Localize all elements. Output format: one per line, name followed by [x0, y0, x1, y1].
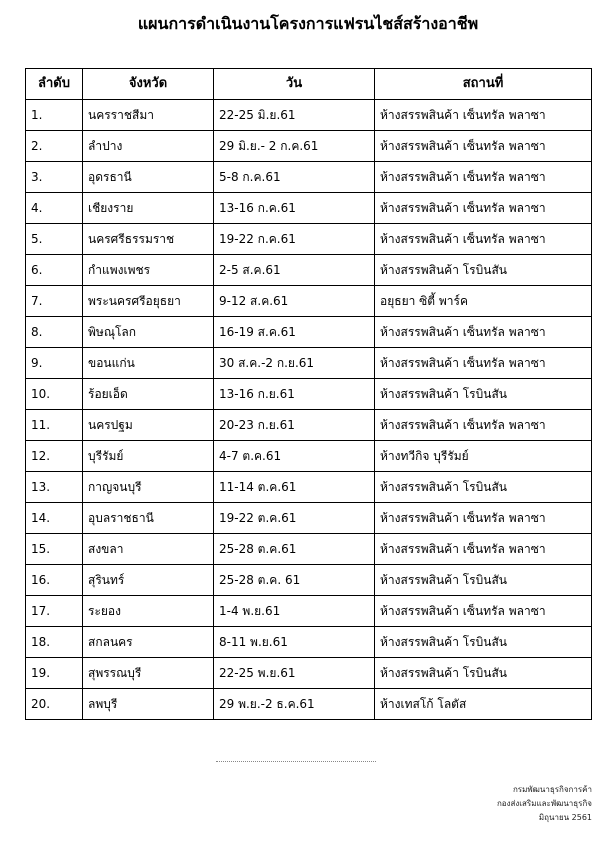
cell-no: 19.	[26, 658, 83, 689]
table-header-row	[26, 69, 592, 100]
cell-province: นครราชสีมา	[83, 100, 214, 131]
table-row	[26, 162, 592, 193]
footer-division: กองส่งเสริมและพัฒนาธุรกิจ	[496, 799, 592, 808]
cell-venue: ห้างสรรพสินค้า เซ็นทรัล พลาซา	[375, 224, 592, 255]
table-row	[26, 379, 592, 410]
cell-venue: ห้างสรรพสินค้า โรบินสัน	[375, 627, 592, 658]
cell-venue: ห้างสรรพสินค้า โรบินสัน	[375, 255, 592, 286]
cell-date: 20-23 ก.ย.61	[214, 410, 375, 441]
cell-no: 10.	[26, 379, 83, 410]
cell-province: ขอนแก่น	[83, 348, 214, 379]
table-row	[26, 503, 592, 534]
page-title: แผนการดำเนินงานโครงการแฟรนไชส์สร้างอาชีพ	[137, 14, 479, 33]
table-row	[26, 658, 592, 689]
cell-province: สุพรรณบุรี	[83, 658, 214, 689]
cell-date: 29 พ.ย.-2 ธ.ค.61	[214, 689, 375, 720]
cell-province: ร้อยเอ็ด	[83, 379, 214, 410]
cell-venue: ห้างสรรพสินค้า เซ็นทรัล พลาซา	[375, 596, 592, 627]
table-row	[26, 348, 592, 379]
cell-date: 11-14 ต.ค.61	[214, 472, 375, 503]
header-venue: สถานที่	[375, 69, 592, 100]
table-body	[26, 100, 592, 720]
table-row	[26, 441, 592, 472]
cell-province: สกลนคร	[83, 627, 214, 658]
cell-no: 7.	[26, 286, 83, 317]
cell-province: เชียงราย	[83, 193, 214, 224]
cell-no: 6.	[26, 255, 83, 286]
cell-province: อุดรธานี	[83, 162, 214, 193]
divider	[216, 761, 376, 762]
cell-province: พิษณุโลก	[83, 317, 214, 348]
cell-date: 22-25 มิ.ย.61	[214, 100, 375, 131]
table-row	[26, 472, 592, 503]
table-row	[26, 255, 592, 286]
cell-no: 17.	[26, 596, 83, 627]
footer-department: กรมพัฒนาธุรกิจการค้า	[512, 785, 592, 794]
table-row	[26, 596, 592, 627]
cell-venue: ห้างเทสโก้ โลตัส	[375, 689, 592, 720]
cell-date: 30 ส.ค.-2 ก.ย.61	[214, 348, 375, 379]
cell-venue: ห้างสรรพสินค้า โรบินสัน	[375, 379, 592, 410]
cell-date: 13-16 ก.ค.61	[214, 193, 375, 224]
cell-no: 11.	[26, 410, 83, 441]
cell-province: กาญจนบุรี	[83, 472, 214, 503]
cell-venue: ห้างสรรพสินค้า เซ็นทรัล พลาซา	[375, 100, 592, 131]
table-row	[26, 410, 592, 441]
cell-date: 22-25 พ.ย.61	[214, 658, 375, 689]
cell-date: 5-8 ก.ค.61	[214, 162, 375, 193]
cell-province: ลำปาง	[83, 131, 214, 162]
cell-no: 8.	[26, 317, 83, 348]
cell-date: 19-22 ต.ค.61	[214, 503, 375, 534]
cell-date: 4-7 ต.ค.61	[214, 441, 375, 472]
cell-no: 1.	[26, 100, 83, 131]
cell-province: อุบลราชธานี	[83, 503, 214, 534]
table-row	[26, 100, 592, 131]
cell-venue: ห้างสรรพสินค้า เซ็นทรัล พลาซา	[375, 162, 592, 193]
cell-venue: ห้างสรรพสินค้า โรบินสัน	[375, 658, 592, 689]
cell-no: 18.	[26, 627, 83, 658]
cell-venue: ห้างสรรพสินค้า โรบินสัน	[375, 472, 592, 503]
cell-no: 2.	[26, 131, 83, 162]
cell-province: สุรินทร์	[83, 565, 214, 596]
cell-province: ลพบุรี	[83, 689, 214, 720]
cell-no: 9.	[26, 348, 83, 379]
table-row	[26, 224, 592, 255]
cell-no: 16.	[26, 565, 83, 596]
cell-no: 12.	[26, 441, 83, 472]
cell-province: พระนครศรีอยุธยา	[83, 286, 214, 317]
cell-venue: ห้างสรรพสินค้า เซ็นทรัล พลาซา	[375, 131, 592, 162]
cell-province: นครปฐม	[83, 410, 214, 441]
cell-venue: ห้างสรรพสินค้า เซ็นทรัล พลาซา	[375, 193, 592, 224]
cell-date: 25-28 ต.ค.61	[214, 534, 375, 565]
cell-date: 29 มิ.ย.- 2 ก.ค.61	[214, 131, 375, 162]
footer	[497, 783, 592, 825]
cell-no: 20.	[26, 689, 83, 720]
cell-no: 14.	[26, 503, 83, 534]
cell-province: ระยอง	[83, 596, 214, 627]
cell-date: 19-22 ก.ค.61	[214, 224, 375, 255]
table-row	[26, 565, 592, 596]
table-row	[26, 317, 592, 348]
schedule-table	[25, 68, 592, 720]
cell-date: 8-11 พ.ย.61	[214, 627, 375, 658]
cell-no: 5.	[26, 224, 83, 255]
table-row	[26, 627, 592, 658]
cell-venue: ห้างสรรพสินค้า เซ็นทรัล พลาซา	[375, 317, 592, 348]
cell-venue: อยุธยา ซิตี้ พาร์ค	[375, 286, 592, 317]
table-row	[26, 689, 592, 720]
cell-no: 4.	[26, 193, 83, 224]
cell-province: กำแพงเพชร	[83, 255, 214, 286]
header-province: จังหวัด	[83, 69, 214, 100]
cell-date: 9-12 ส.ค.61	[214, 286, 375, 317]
cell-venue: ห้างสรรพสินค้า เซ็นทรัล พลาซา	[375, 503, 592, 534]
cell-venue: ห้างสรรพสินค้า เซ็นทรัล พลาซา	[375, 534, 592, 565]
table-row	[26, 534, 592, 565]
header-date: วัน	[214, 69, 375, 100]
table-row	[26, 193, 592, 224]
footer-date: มิถุนายน 2561	[538, 813, 592, 822]
cell-venue: ห้างทวีกิจ บุรีรัมย์	[375, 441, 592, 472]
cell-date: 16-19 ส.ค.61	[214, 317, 375, 348]
cell-date: 13-16 ก.ย.61	[214, 379, 375, 410]
cell-date: 2-5 ส.ค.61	[214, 255, 375, 286]
cell-venue: ห้างสรรพสินค้า โรบินสัน	[375, 565, 592, 596]
cell-no: 15.	[26, 534, 83, 565]
cell-province: บุรีรัมย์	[83, 441, 214, 472]
cell-venue: ห้างสรรพสินค้า เซ็นทรัล พลาซา	[375, 348, 592, 379]
table-row	[26, 286, 592, 317]
header-no: ลำดับ	[26, 69, 83, 100]
cell-date: 1-4 พ.ย.61	[214, 596, 375, 627]
cell-date: 25-28 ต.ค. 61	[214, 565, 375, 596]
cell-province: นครศรีธรรมราช	[83, 224, 214, 255]
cell-province: สงขลา	[83, 534, 214, 565]
cell-no: 13.	[26, 472, 83, 503]
cell-no: 3.	[26, 162, 83, 193]
table-row	[26, 131, 592, 162]
cell-venue: ห้างสรรพสินค้า เซ็นทรัล พลาซา	[375, 410, 592, 441]
